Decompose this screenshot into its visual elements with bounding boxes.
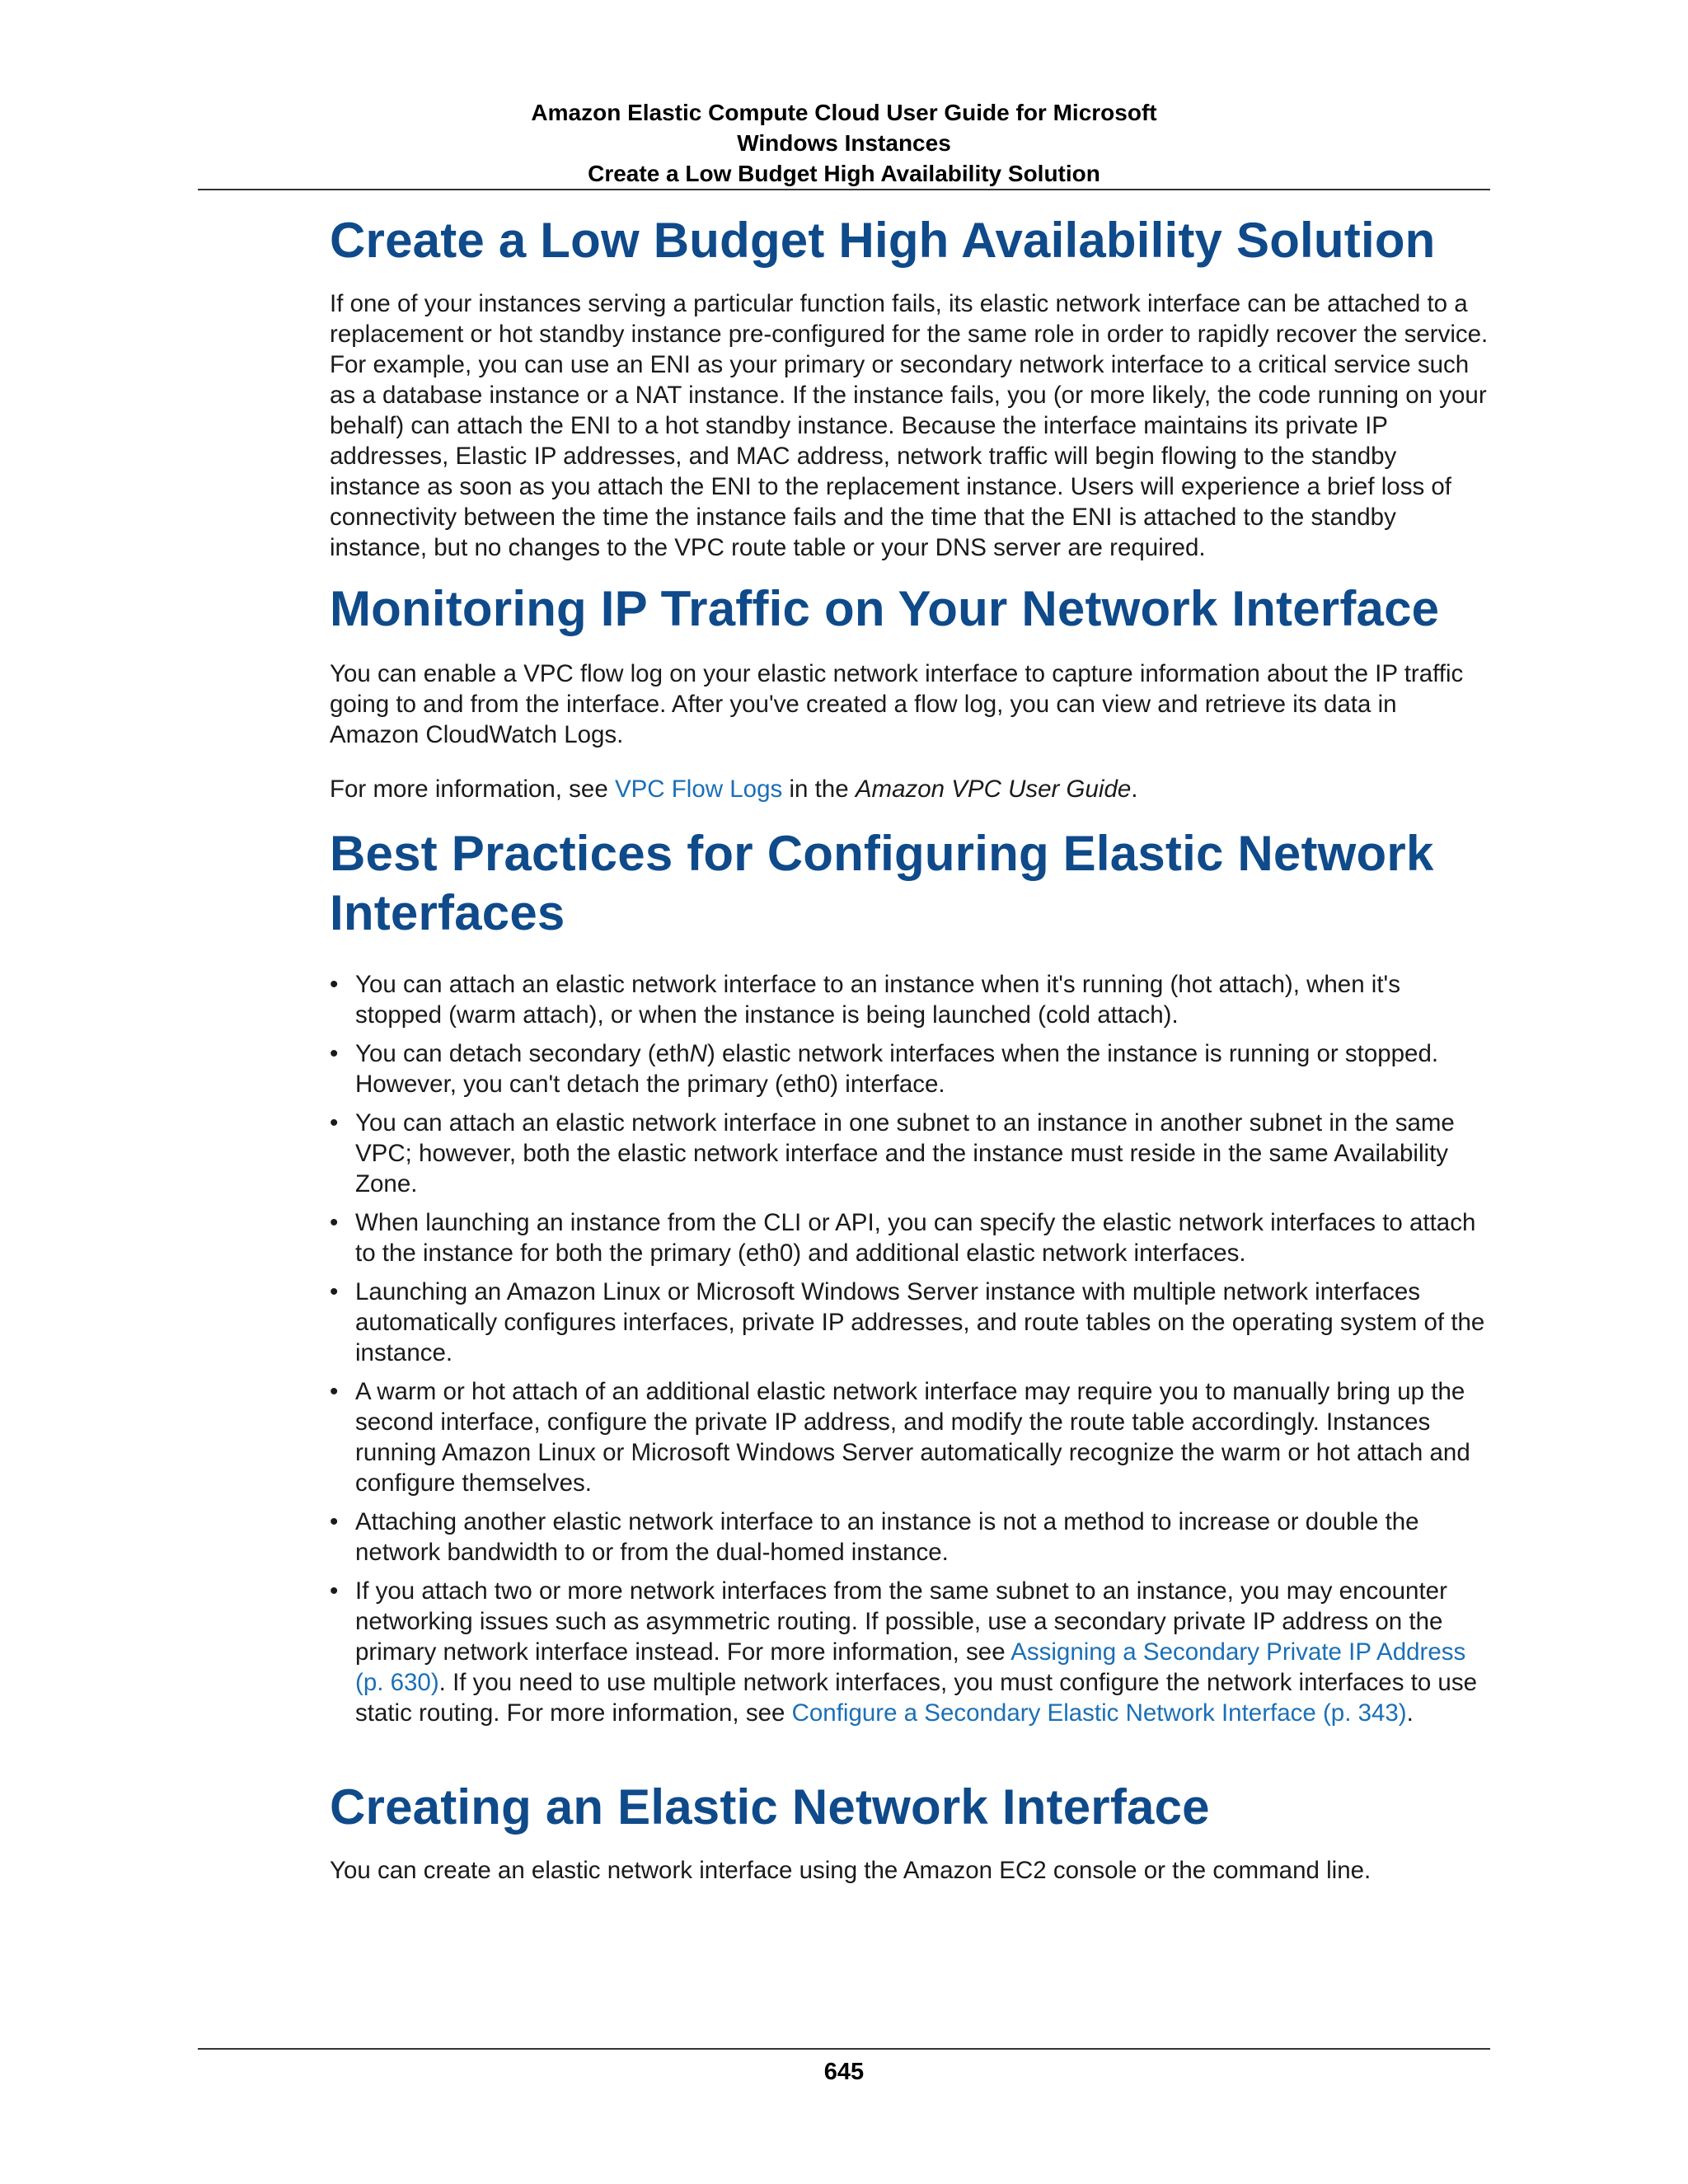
running-header-line-1: Amazon Elastic Compute Cloud User Guide for Microsoft bbox=[531, 100, 1157, 125]
list-item bbox=[330, 969, 1490, 1030]
best-practices-list bbox=[330, 969, 1490, 1728]
more-info-middle: in the bbox=[782, 776, 856, 803]
bullet-icon: • bbox=[330, 1040, 339, 1067]
configure-secondary-eni-link[interactable]: Configure a Secondary Elastic Network Interface (p. 343) bbox=[791, 1699, 1407, 1727]
running-header-line-3: Create a Low Budget High Availability Solution bbox=[588, 161, 1100, 186]
list-item-text-part-1: If you attach two or more network interfaces from the same subnet to an instance, you may encounter networking issues such as asymmetric routing. If possible, use a secondary private IP address on the primary network interface instead. For more information, see bbox=[355, 1577, 1447, 1666]
list-item-text: You can attach an elastic network interface to an instance when it's running (hot attach), when it's stopped (warm attach), or when the instance is being launched (cold attach). bbox=[355, 971, 1400, 1029]
page-number: 645 bbox=[823, 2059, 865, 2085]
paragraph-monitoring-ip-traffic: You can enable a VPC flow log on your elastic network interface to capture information about the IP traffic going to and from the interface. After you've created a flow log, you can view and retrieve its data in Amazon CloudWatch Logs. bbox=[330, 660, 1464, 748]
heading-creating-eni: Creating an Elastic Network Interface bbox=[330, 1779, 1210, 1835]
bullet-icon: • bbox=[330, 1508, 339, 1535]
bullet-icon: • bbox=[330, 1577, 339, 1605]
list-item-text: Launching an Amazon Linux or Microsoft Windows Server instance with multiple network interfaces automatically configures interfaces, private IP addresses, and route tables on the operating system of the instance. bbox=[355, 1278, 1485, 1366]
list-item-text-before: You can detach secondary (eth bbox=[355, 1040, 690, 1067]
vpc-flow-logs-link[interactable]: VPC Flow Logs bbox=[614, 776, 783, 803]
list-item bbox=[330, 1207, 1490, 1268]
list-item bbox=[330, 1507, 1490, 1568]
list-item-text-after: ) elastic network interfaces when the instance is running or stopped. However, you can't detach the primary (eth0) interface. bbox=[355, 1040, 1439, 1098]
bullet-icon: • bbox=[330, 1378, 339, 1405]
heading-best-practices: Best Practices for Configuring Elastic Network Interfaces bbox=[330, 826, 1434, 940]
vpc-user-guide-title: Amazon VPC User Guide bbox=[855, 776, 1132, 803]
assigning-secondary-ip-link[interactable]: Assigning a Secondary Private IP Address (p. 630) bbox=[355, 1638, 1466, 1696]
list-item bbox=[330, 1376, 1490, 1498]
heading-low-budget-ha: Create a Low Budget High Availability Solution bbox=[330, 213, 1436, 268]
list-item-text: Attaching another elastic network interface to an instance is not a method to increase or double the network bandwidth to or from the dual-homed instance. bbox=[355, 1508, 1419, 1566]
list-item bbox=[330, 1277, 1490, 1368]
header-divider bbox=[198, 189, 1490, 190]
list-item-italic-n: N bbox=[689, 1040, 707, 1067]
list-item bbox=[330, 1108, 1490, 1199]
list-item bbox=[330, 1576, 1490, 1728]
running-header bbox=[198, 97, 1490, 189]
bullet-icon: • bbox=[330, 971, 339, 998]
more-info-suffix: . bbox=[1131, 776, 1138, 803]
list-item-text: A warm or hot attach of an additional elastic network interface may require you to manually bring up the second interface, configure the private IP address, and modify the route table accordingly. Instances running Amazon Linux or Microsoft Windows Server automatically recognize the warm or hot attach and configure themselves. bbox=[355, 1378, 1470, 1497]
bullet-icon: • bbox=[330, 1209, 339, 1236]
heading-monitoring-ip-traffic: Monitoring IP Traffic on Your Network Interface bbox=[330, 581, 1440, 636]
paragraph-creating-eni: You can create an elastic network interface using the Amazon EC2 console or the command line. bbox=[330, 1857, 1372, 1884]
paragraph-low-budget-ha: If one of your instances serving a particular function fails, its elastic network interface can be attached to a replacement or hot standby instance pre-configured for the same role in order to rapidly recover the service. For example, you can use an ENI as your primary or secondary network interface to a critical service such as a database instance or a NAT instance. If the instance fails, you (or more likely, the code running on your behalf) can attach the ENI to a hot standby instance. Because the interface maintains its private IP addresses, Elastic IP addresses, and MAC address, network traffic will begin flowing to the standby instance as soon as you attach the ENI to the replacement instance. Users will experience a brief loss of connectivity between the time the instance fails and the time that the ENI is attached to the standby instance, but no changes to the VPC route table or your DNS server are required. bbox=[330, 290, 1489, 561]
bullet-icon: • bbox=[330, 1278, 339, 1305]
page-content bbox=[330, 204, 1490, 1886]
footer-divider bbox=[198, 2048, 1490, 2050]
list-item bbox=[330, 1038, 1490, 1099]
list-item-text: You can attach an elastic network interface in one subnet to an instance in another subnet in the same VPC; however, both the elastic network interface and the instance must reside in the same Availability Zone. bbox=[355, 1109, 1455, 1197]
list-item-text: When launching an instance from the CLI or API, you can specify the elastic network interfaces to attach to the instance for both the primary (eth0) and additional elastic network interfaces. bbox=[355, 1209, 1476, 1267]
paragraph-more-information bbox=[330, 774, 1490, 804]
bullet-icon: • bbox=[330, 1109, 339, 1137]
list-item-text-part-2: . If you need to use multiple network interfaces, you must configure the network interfaces to use static routing. For more information, see bbox=[355, 1669, 1477, 1727]
running-header-line-2: Windows Instances bbox=[737, 130, 951, 156]
list-item-text-part-3: . bbox=[1406, 1699, 1414, 1727]
more-info-prefix: For more information, see bbox=[330, 776, 615, 803]
